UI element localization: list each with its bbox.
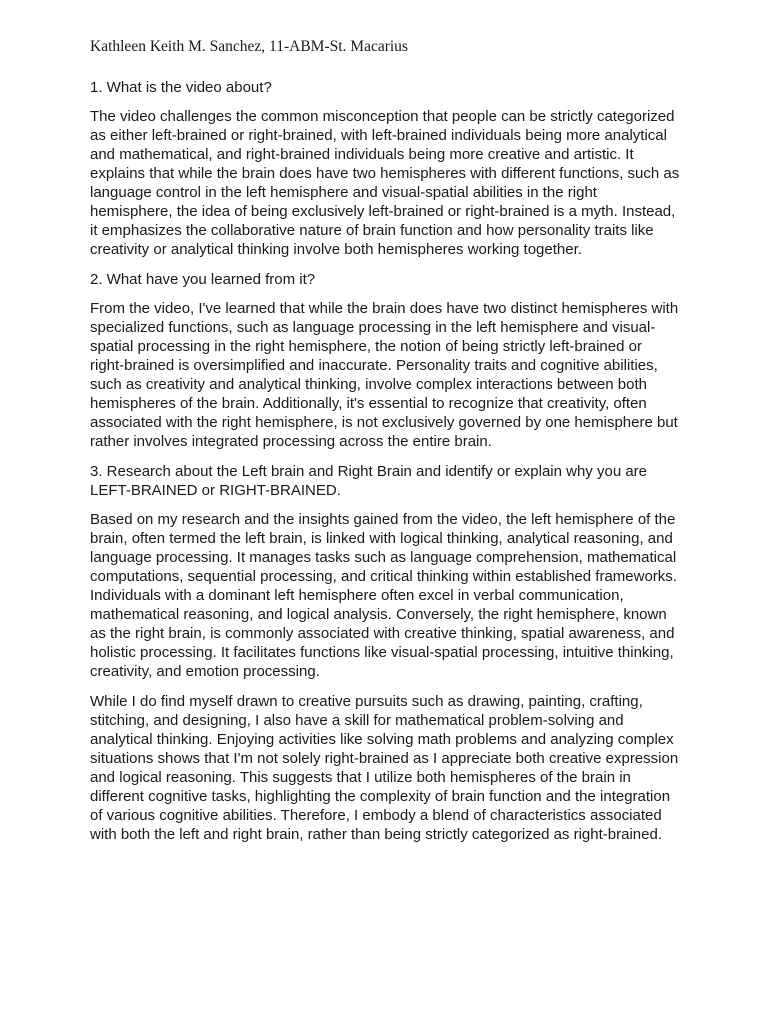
answer-2-paragraph-1: From the video, I've learned that while the brain does have two distinct hemispheres with specialized functions, such as language processing in the left hemisphere and visual-spatial processing in the right hemisphere, the notion of being strictly left-brained or right-brained is oversimplified and inaccurate. Personality traits and cognitive abilities, such as creativity and analytical thinking, involve complex interactions between both hemispheres of the brain. Additionally, it's essential to recognize that creativity, often associated with the right hemisphere, is not exclusively governed by one hemisphere but rather involves integrated processing across the entire brain. [90, 300, 679, 450]
answer-1-paragraph-1: The video challenges the common misconception that people can be strictly categorized as either left-brained or right-brained, with left-brained individuals being more analytical and mathematical, and right-brained individuals being more creative and artistic. It explains that while the brain does have two hemispheres with different functions, such as language control in the left hemisphere and visual-spatial abilities in the right hemisphere, the idea of being exclusively left-brained or right-brained is a myth. Instead, it emphasizes the collaborative nature of brain function and how personality traits like creativity or analytical thinking involve both hemispheres working together. [90, 108, 680, 258]
question-1: 1. What is the video about? [90, 79, 272, 96]
question-2: 2. What have you learned from it? [90, 271, 316, 288]
author-line: Kathleen Keith M. Sanchez, 11-ABM-St. Macarius [90, 38, 408, 55]
section-2 [90, 270, 680, 451]
answer-3-paragraph-1: Based on my research and the insights gained from the video, the left hemisphere of the brain, often termed the left brain, is linked with logical thinking, analytical reasoning, and language processing. It manages tasks such as language comprehension, mathematical computations, sequential processing, and critical thinking within established frameworks. Individuals with a dominant left hemisphere often excel in verbal communication, mathematical reasoning, and logical analysis. Conversely, the right hemisphere, known as the right brain, is commonly associated with creative thinking, spatial awareness, and holistic processing. It facilitates functions like visual-spatial processing, intuitive thinking, creativity, and emotion processing. [90, 511, 677, 680]
document-body [90, 78, 680, 844]
document-page [90, 36, 680, 855]
section-3 [90, 462, 680, 844]
answer-3-paragraph-2: While I do find myself drawn to creative pursuits such as drawing, painting, crafting, stitching, and designing, I also have a skill for mathematical problem-solving and analytical thinking. Enjoying activities like solving math problems and analyzing complex situations shows that I'm not solely right-brained as I appreciate both creative expression and logical reasoning. This suggests that I utilize both hemispheres of the brain in different cognitive tasks, highlighting the complexity of brain function and the integration of various cognitive abilities. Therefore, I embody a blend of characteristics associated with both the left and right brain, rather than being strictly categorized as right-brained. [90, 693, 679, 843]
question-3: 3. Research about the Left brain and Right Brain and identify or explain why you are LEFT-BRAINED or RIGHT-BRAINED. [90, 463, 648, 499]
section-1 [90, 78, 680, 259]
